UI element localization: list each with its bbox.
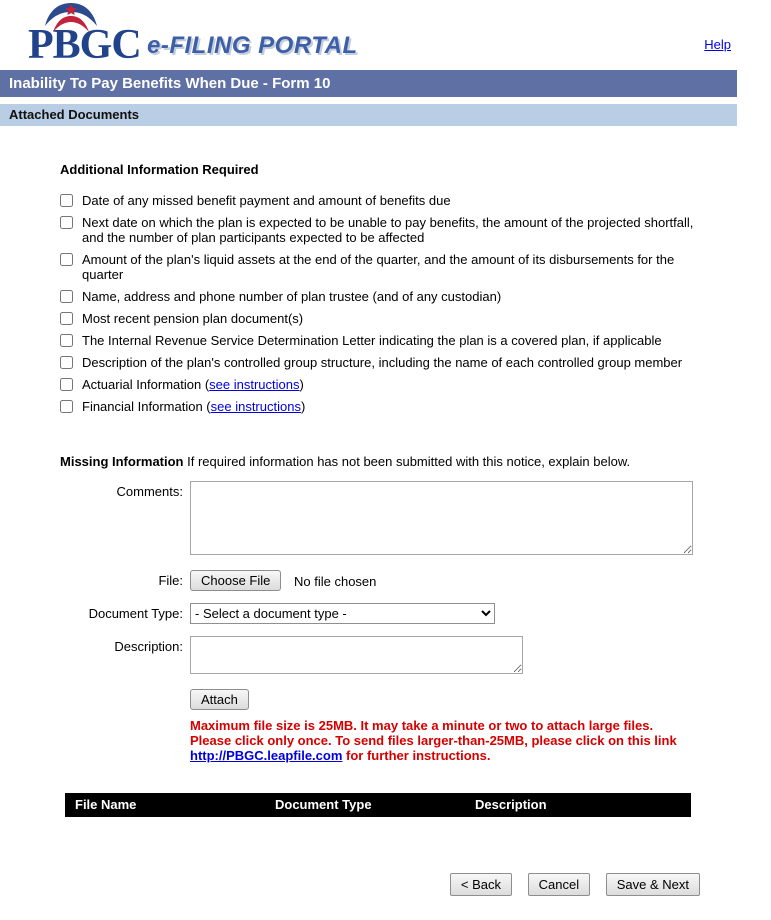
checklist-checkbox[interactable] (60, 194, 73, 207)
missing-information-intro: If required information has not been submitted with this notice, explain below. (187, 454, 631, 469)
checklist-checkbox[interactable] (60, 400, 73, 413)
column-document-type: Document Type (275, 797, 372, 812)
checklist-item-label: Amount of the plan's liquid assets at the end of the quarter, and the amount of its disbursements for the quarter (82, 252, 675, 282)
checklist-item-label: The Internal Revenue Service Determination Letter indicating the plan is a covered plan, if applicable (82, 333, 662, 348)
description-textarea[interactable] (190, 636, 523, 674)
attach-row (60, 689, 700, 710)
portal-header (0, 0, 737, 70)
document-type-row (60, 603, 700, 624)
checklist-item (60, 311, 700, 326)
comments-label: Comments: (116, 484, 183, 499)
additional-info-heading: Additional Information Required (60, 162, 259, 177)
missing-information-heading: Missing Information (60, 454, 184, 469)
file-row (60, 570, 700, 591)
column-description: Description (475, 797, 547, 812)
warning-line-1: Maximum file size is 25MB. It may take a minute or two to attach large files. (190, 718, 654, 733)
checklist-item (60, 215, 700, 245)
back-button[interactable]: < Back (450, 873, 512, 896)
comments-textarea[interactable] (190, 481, 693, 555)
checklist-checkbox[interactable] (60, 356, 73, 369)
additional-info-checklist (60, 193, 700, 414)
checklist-item (60, 289, 700, 304)
warning-line-3-suffix: for further instructions. (342, 748, 491, 763)
file-label: File: (158, 573, 183, 588)
see-instructions-link[interactable]: see instructions (210, 399, 301, 414)
efiling-portal-title: e-FILING PORTAL (147, 32, 358, 59)
checklist-checkbox[interactable] (60, 312, 73, 325)
checklist-item (60, 399, 700, 414)
checklist-item-label: Next date on which the plan is expected to be unable to pay benefits, the amount of the projected shortfall, and the number of plan participants expected to be affected (82, 215, 694, 245)
column-file-name: File Name (75, 797, 137, 812)
checklist-item (60, 252, 700, 282)
checklist-item-text: ) (299, 377, 304, 392)
description-label: Description: (114, 639, 183, 654)
checklist-item-label: Date of any missed benefit payment and amount of benefits due (82, 193, 451, 208)
save-next-button[interactable]: Save & Next (606, 873, 700, 896)
cancel-button[interactable]: Cancel (528, 873, 590, 896)
checklist-item-label (82, 377, 304, 392)
document-type-label: Document Type: (88, 606, 183, 621)
warning-line-2: Please click only once. To send files larger-than-25MB, please click on this link (190, 733, 677, 748)
checklist-checkbox[interactable] (60, 290, 73, 303)
checklist-item-text: Actuarial Information ( (82, 377, 210, 392)
choose-file-button[interactable]: Choose File (190, 570, 281, 591)
checklist-item (60, 193, 700, 208)
checklist-checkbox[interactable] (60, 216, 73, 229)
main-content (0, 162, 737, 763)
checklist-item (60, 333, 700, 348)
attach-label-spacer (60, 689, 190, 710)
checklist-item-label: Name, address and phone number of plan trustee (and of any custodian) (82, 289, 502, 304)
checklist-checkbox[interactable] (60, 334, 73, 347)
checklist-item-text: Financial Information ( (82, 399, 211, 414)
page-title: Inability To Pay Benefits When Due - Form 10 (0, 70, 737, 97)
checklist-item-label (82, 399, 305, 414)
max-file-size-warning (190, 718, 700, 763)
pbgc-eagle-logo-icon (42, 1, 100, 37)
checklist-checkbox[interactable] (60, 253, 73, 266)
leapfile-link[interactable]: http://PBGC.leapfile.com (190, 748, 343, 763)
warning-row (60, 716, 700, 763)
description-row (60, 636, 700, 677)
document-type-select[interactable] (190, 603, 495, 624)
warning-spacer (60, 716, 190, 763)
attach-form (60, 481, 700, 763)
bar-gap (0, 97, 737, 104)
attach-button[interactable]: Attach (190, 689, 249, 710)
footer-buttons (0, 873, 700, 896)
comments-row (60, 481, 700, 558)
checklist-item-label: Description of the plan's controlled group structure, including the name of each controlled group member (82, 355, 683, 370)
checklist-item (60, 355, 700, 370)
checklist-item (60, 377, 700, 392)
section-title: Attached Documents (0, 104, 737, 126)
help-link[interactable]: Help (704, 37, 731, 52)
checklist-checkbox[interactable] (60, 378, 73, 391)
no-file-chosen-text: No file chosen (294, 574, 377, 590)
attachments-table-header (65, 793, 691, 817)
warning-line-3 (190, 748, 700, 763)
checklist-item-text: ) (300, 399, 306, 414)
pbgc-logo-text: PBGC (28, 22, 141, 68)
see-instructions-link[interactable]: see instructions (209, 377, 300, 392)
missing-information-row (60, 454, 700, 469)
checklist-item-label: Most recent pension plan document(s) (82, 311, 304, 326)
